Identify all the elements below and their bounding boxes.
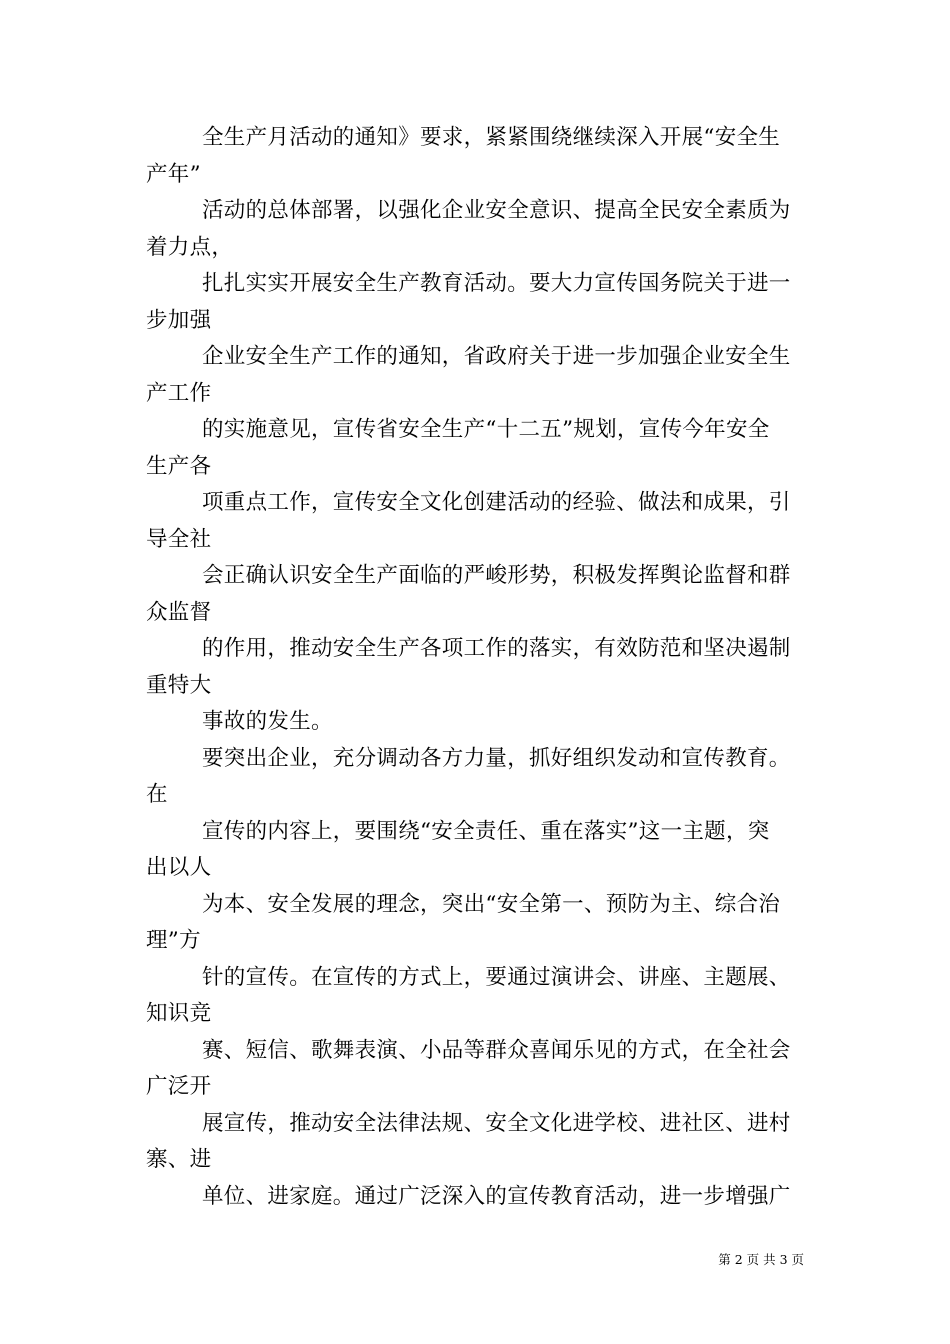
line-first: 全生产月活动的通知》要求，紧紧围绕继续深入开展“安全生 xyxy=(202,125,781,150)
line-continuation: 着力点， xyxy=(146,234,234,260)
line-first: 会正确认识安全生产面临的严峻形势，积极发挥舆论监督和群 xyxy=(202,563,791,588)
line-continuation: 步加强 xyxy=(146,307,212,333)
text-line xyxy=(146,741,810,814)
line-continuation: 产年” xyxy=(146,161,201,187)
line-first: 为本、安全发展的理念，突出“安全第一、预防为主、综合治 xyxy=(202,891,781,917)
line-first: 展宣传，推动安全法律法规、安全文化进学校、进社区、进村 xyxy=(202,1110,791,1136)
line-first: 活动的总体部署，以强化企业安全意识、提高全民安全素质为 xyxy=(202,198,791,223)
line-continuation: 寨、进 xyxy=(146,1147,212,1172)
line-continuation: 在 xyxy=(146,782,168,807)
text-line xyxy=(146,120,810,193)
text-line xyxy=(146,1106,810,1179)
line-first: 项重点工作，宣传安全文化创建活动的经验、做法和成果，引 xyxy=(202,490,791,515)
text-line xyxy=(146,266,810,339)
text-line xyxy=(146,1179,810,1216)
body-text xyxy=(146,120,810,1215)
text-line xyxy=(146,339,810,412)
line-continuation: 理”方 xyxy=(146,928,201,953)
line-first: 宣传的内容上，要围绕“安全责任、重在落实”这一主题，突 xyxy=(202,818,770,844)
line-first: 扎扎实实开展安全生产教育活动。要大力宣传国务院关于进一 xyxy=(202,271,791,296)
line-first: 事故的发生。 xyxy=(202,709,333,734)
line-first: 单位、进家庭。通过广泛深入的宣传教育活动，进一步增强广 xyxy=(202,1183,791,1209)
text-line xyxy=(146,558,810,631)
line-first: 赛、短信、歌舞表演、小品等群众喜闻乐见的方式，在全社会 xyxy=(202,1037,791,1063)
text-line xyxy=(146,887,810,960)
text-line xyxy=(146,193,810,266)
line-continuation: 出以人 xyxy=(146,855,212,880)
line-continuation: 生产各 xyxy=(146,453,212,479)
line-first: 的作用，推动安全生产各项工作的落实，有效防范和坚决遏制 xyxy=(202,636,791,661)
text-line xyxy=(146,631,810,704)
line-first: 企业安全生产工作的通知，省政府关于进一步加强企业安全生 xyxy=(202,344,791,369)
line-continuation: 广泛开 xyxy=(146,1074,212,1099)
line-continuation: 重特大 xyxy=(146,672,212,698)
line-first: 的实施意见，宣传省安全生产“十二五”规划，宣传今年安全 xyxy=(202,417,770,442)
line-continuation: 导全社 xyxy=(146,526,212,552)
text-line xyxy=(146,485,810,558)
line-first: 针的宣传。在宣传的方式上，要通过演讲会、讲座、主题展、 xyxy=(202,964,791,990)
text-line xyxy=(146,960,810,1033)
line-continuation: 众监督 xyxy=(146,599,212,625)
text-line xyxy=(146,1033,810,1106)
text-line xyxy=(146,814,810,887)
text-line xyxy=(146,412,810,485)
line-first: 要突出企业，充分调动各方力量，抓好组织发动和宣传教育。 xyxy=(202,745,791,771)
page-number-footer: 第 2 页 共 3 页 xyxy=(718,1252,804,1267)
line-continuation: 产工作 xyxy=(146,380,212,406)
text-line xyxy=(146,704,810,741)
line-continuation: 知识竞 xyxy=(146,1001,212,1026)
